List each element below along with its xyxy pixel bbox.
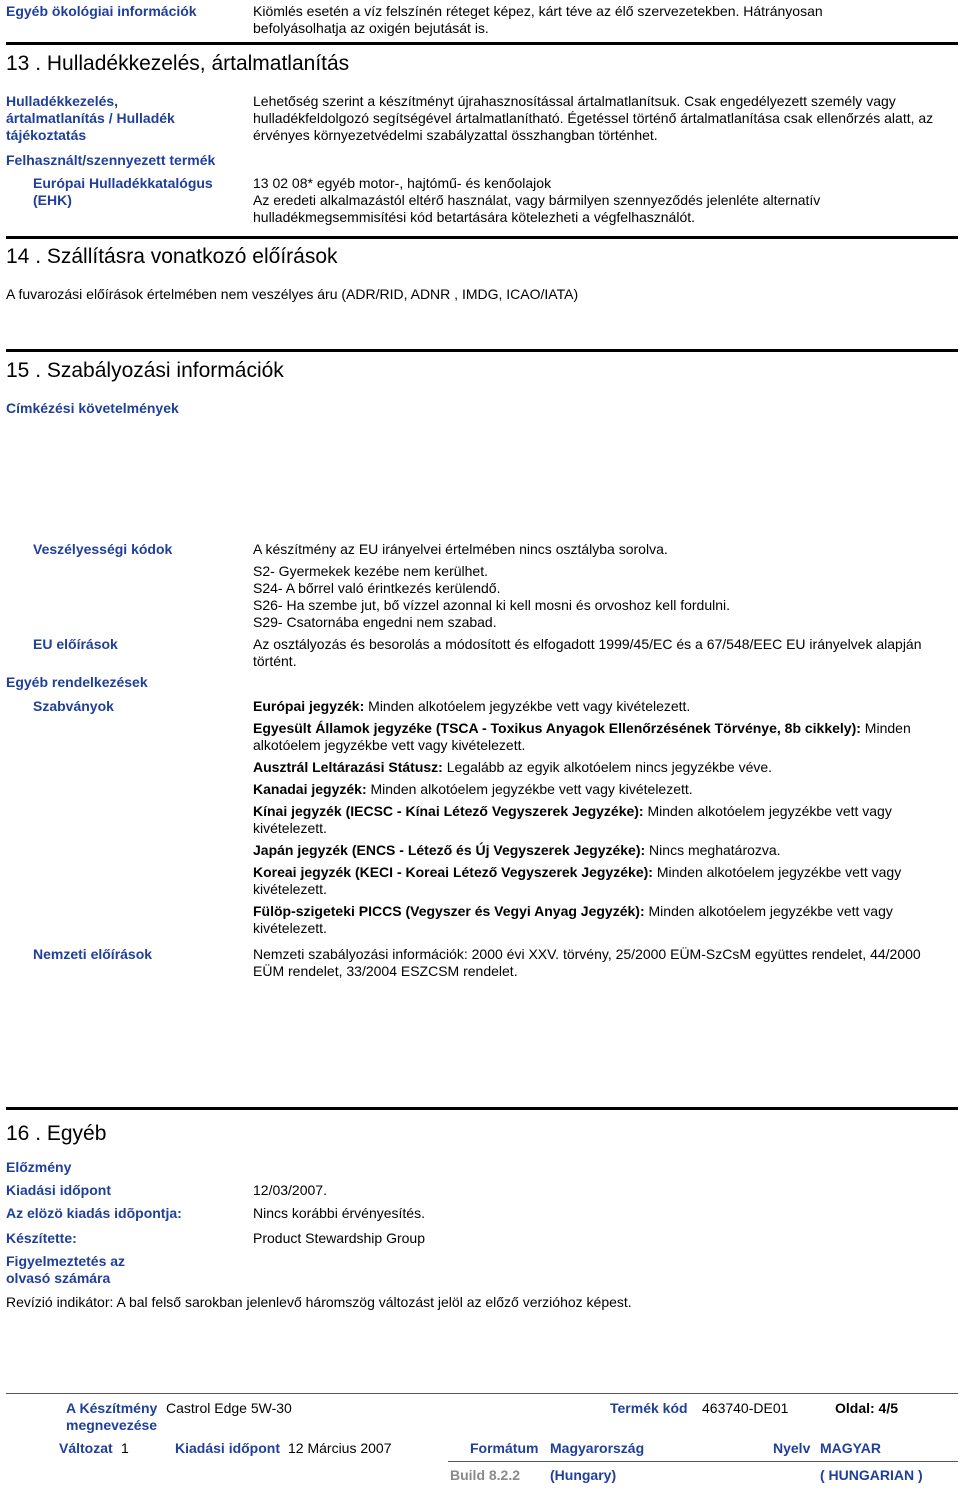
disposal-label: Hulladékkezelés, ártalmatlanítás / Hulladék tájékoztatás [6, 93, 175, 143]
inventory-item [253, 864, 943, 898]
inventory-item [253, 803, 943, 837]
inventory-status: Legalább az egyik alkotóelem nincs jegyzékbe véve. [442, 759, 773, 775]
footer-build: Build 8.2.2 [450, 1467, 521, 1483]
s-phrase-list [253, 563, 943, 631]
footer-product-value: Castrol Edge 5W-30 [166, 1400, 292, 1416]
footer-code-label: Termék kód [610, 1400, 688, 1416]
footer-format-value: Magyarország [550, 1440, 645, 1456]
section-13-rule [6, 42, 958, 45]
s-phrase: S2- Gyermekek kezébe nem kerülhet. [253, 563, 488, 579]
inventory-name: Japán jegyzék (ENCS - Létező és Új Vegyszerek Jegyzéke): [253, 842, 646, 858]
section-16-rule [6, 1107, 958, 1110]
inventory-item [253, 698, 943, 715]
footer-issue-label: Kiadási időpont [175, 1440, 280, 1456]
section-13-title: 13 . Hulladékkezelés, ártalmatlanítás [6, 52, 350, 75]
section-14-rule [6, 236, 958, 239]
inventory-status: Minden alkotóelem jegyzékbe vett vagy kivételezett. [253, 720, 911, 753]
prepared-by-label: Készítette: [6, 1230, 77, 1246]
footer-page-number: Oldal: 4/5 [835, 1400, 899, 1416]
history-label: Előzmény [6, 1159, 72, 1175]
section-14-title: 14 . Szállításra vonatkozó előírások [6, 245, 338, 268]
section-15-title: 15 . Szabályozási információk [6, 359, 284, 382]
inventory-status: Minden alkotóelem jegyzékbe vett vagy kivételezett. [253, 864, 902, 897]
s-phrase: S24- A bőrrel való érintkezés kerülendő. [253, 580, 501, 596]
ewc-label: Európai Hulladékkatalógus (EHK) [33, 175, 213, 208]
top-text: Kiömlés esetén a víz felszínén réteget képez, kárt téve az élő szervezetekben. Hátrányosan befolyásolhatja az oxigén bejutását is. [253, 3, 823, 36]
previous-issue-value: Nincs korábbi érvényesítés. [253, 1205, 425, 1221]
inventory-item [253, 903, 943, 937]
national-regulations-label: Nemzeti előírások [33, 946, 153, 962]
previous-issue-label: Az elözö kiadás idõpontja: [6, 1205, 182, 1221]
prepared-by-value: Product Stewardship Group [253, 1230, 425, 1246]
inventory-status: Minden alkotóelem jegyzékbe vett vagy kivételezett. [253, 903, 893, 936]
revision-indicator: Revízió indikátor: A bal felső sarokban jelenlevő háromszög változást jelöl az előző verzióhoz képest. [6, 1294, 632, 1310]
hazard-text: A készítmény az EU irányelvei értelmében nincs osztályba sorolva. [253, 541, 668, 557]
footer-format-sub: (Hungary) [550, 1467, 617, 1483]
footer-language-value: MAGYAR [820, 1440, 881, 1456]
national-regulations-text: Nemzeti szabályozási információk: 2000 évi XXV. törvény, 25/2000 EÜM-SzCsM együttes rendelet, 44/2000 EÜM rendelet, 33/2004 ESZCSM rendelet. [253, 946, 921, 979]
inventory-item [253, 759, 943, 776]
eu-regulations-text: Az osztályozás és besorolás a módosított és elfogadott 1999/45/EC és a 67/548/EEC EU irányelvek alapján történt. [253, 636, 922, 669]
inventory-name: Kínai jegyzék (IECSC - Kínai Létező Vegyszerek Jegyzéke): [253, 803, 644, 819]
inventory-item [253, 781, 943, 798]
inventory-status: Nincs meghatározva. [645, 842, 781, 858]
disposal-text: Lehetőség szerint a készítményt újrahasznosítással ártalmatlanítsuk. Csak engedélyezett személy vagy hulladékfeldolgozó segítségével ártalmatlanítható. Égetéssel történő ártalmatlanítása csak ellenőrzés alatt, az érvényes környezetvédelmi szabályzattal összhangban történhet. [253, 93, 934, 143]
s-phrase: S29- Csatornába engedni nem szabad. [253, 614, 497, 630]
inventory-name: Ausztrál Leltárazási Státusz: [253, 759, 443, 775]
s-phrase: S26- Ha szembe jut, bő vízzel azonnal ki kell mosni és orvoshoz kell fordulni. [253, 597, 730, 613]
ewc-code: 13 02 08* egyéb motor-, hajtómű- és kenőolajok [253, 175, 552, 191]
eu-regulations-label: EU előírások [33, 636, 118, 652]
footer-format-label: Formátum [470, 1440, 539, 1456]
inventory-item [253, 720, 943, 754]
reader-notice-label: Figyelmeztetés az olvasó számára [6, 1253, 126, 1286]
inventory-name: Fülöp-szigeteki PICCS (Vegyszer és Vegyi Anyag Jegyzék): [253, 903, 645, 919]
inventory-status: Minden alkotóelem jegyzékbe vett vagy kivételezett. [253, 803, 892, 836]
inventory-item [253, 842, 943, 859]
issue-date-value: 12/03/2007. [253, 1182, 327, 1198]
inventory-list [253, 698, 943, 942]
inventory-name: Európai jegyzék: [253, 698, 365, 714]
footer-rule-bottom [448, 1461, 958, 1462]
footer-language-sub: ( HUNGARIAN ) [820, 1467, 923, 1483]
footer-version-label: Változat [59, 1440, 113, 1456]
standards-label: Szabványok [33, 698, 114, 714]
footer-rule-top [6, 1393, 958, 1394]
top-label: Egyéb ökológiai információk [6, 3, 197, 19]
footer-issue-value: 12 Március 2007 [288, 1440, 392, 1456]
transport-text: A fuvarozási előírások értelmében nem veszélyes áru (ADR/RID, ADNR , IMDG, ICAO/IATA) [6, 286, 579, 302]
inventory-name: Egyesült Államok jegyzéke (TSCA - Toxikus Anyagok Ellenőrzésének Törvénye, 8b cikkely): [253, 720, 861, 736]
section-16-title: 16 . Egyéb [6, 1122, 107, 1145]
issue-date-label: Kiadási időpont [6, 1182, 111, 1198]
footer-code-value: 463740-DE01 [702, 1400, 789, 1416]
ewc-text: Az eredeti alkalmazástól eltérő használat, vagy bármilyen szennyeződés jelenléte alternatív hulladékmegsemmisítési kód betartására kötelezheti a végfelhasználót. [253, 192, 821, 225]
inventory-name: Kanadai jegyzék: [253, 781, 367, 797]
footer-version-value: 1 [121, 1440, 129, 1456]
section-15-rule [6, 349, 958, 352]
footer-product-label: A Készítmény megnevezése [66, 1400, 158, 1433]
footer-language-label: Nyelv [773, 1440, 811, 1456]
hazard-codes-label: Veszélyességi kódok [33, 541, 173, 557]
other-provisions-label: Egyéb rendelkezések [6, 674, 148, 690]
labelling-req-label: Címkézési követelmények [6, 400, 179, 416]
used-product-label: Felhasznált/szennyezett termék [6, 152, 216, 168]
inventory-name: Koreai jegyzék (KECI - Koreai Létező Vegyszerek Jegyzéke): [253, 864, 653, 880]
inventory-status: Minden alkotóelem jegyzékbe vett vagy kivételezett. [364, 698, 691, 714]
inventory-status: Minden alkotóelem jegyzékbe vett vagy kivételezett. [366, 781, 693, 797]
